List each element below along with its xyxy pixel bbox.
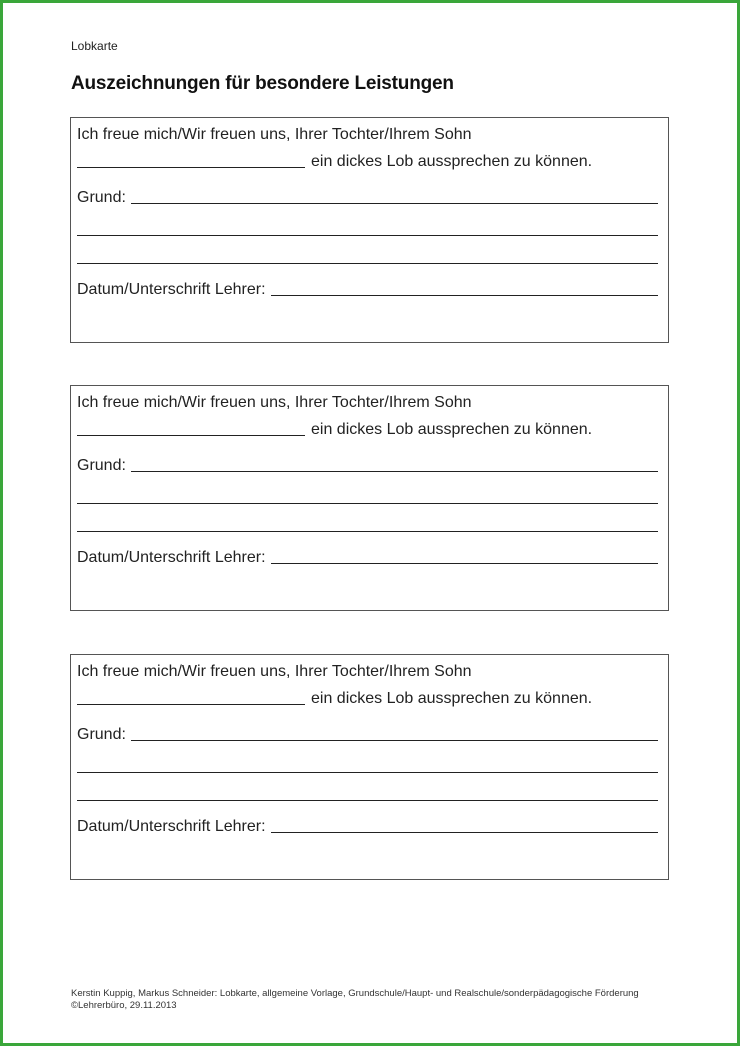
document-label: Lobkarte: [71, 39, 118, 53]
student-name-blank[interactable]: [77, 703, 305, 705]
signature-blank[interactable]: [271, 562, 658, 564]
card-name-line: [77, 152, 658, 172]
reason-blank[interactable]: [131, 739, 658, 741]
reason-blank[interactable]: [131, 470, 658, 472]
intro-text: Ich freue mich/Wir freuen uns, Ihrer Tochter/Ihrem Sohn: [77, 394, 472, 411]
signature-blank[interactable]: [271, 294, 658, 296]
reason-blank-line-3[interactable]: [77, 799, 658, 801]
card-intro-line: [77, 662, 658, 682]
reason-label: Grund:: [77, 457, 126, 474]
signature-row: [77, 817, 658, 837]
reason-row: [77, 188, 658, 208]
intro-text: Ich freue mich/Wir freuen uns, Ihrer Tochter/Ihrem Sohn: [77, 126, 472, 143]
praise-card-2: [70, 385, 669, 611]
intro-text: Ich freue mich/Wir freuen uns, Ihrer Tochter/Ihrem Sohn: [77, 663, 472, 680]
reason-label: Grund:: [77, 189, 126, 206]
signature-label: Datum/Unterschrift Lehrer:: [77, 549, 266, 566]
signature-label: Datum/Unterschrift Lehrer:: [77, 281, 266, 298]
reason-blank-line-2[interactable]: [77, 771, 658, 773]
praise-text: ein dickes Lob aussprechen zu können.: [311, 690, 593, 707]
student-name-blank[interactable]: [77, 434, 305, 436]
footer-authors: Kerstin Kuppig, Markus Schneider: Lobkarte, allgemeine Vorlage, Grundschule/Haupt- und Realschule/sonderpädagogische Förderung: [71, 988, 639, 999]
praise-card-3: [70, 654, 669, 880]
reason-blank-line-2[interactable]: [77, 502, 658, 504]
signature-row: [77, 548, 658, 568]
signature-label: Datum/Unterschrift Lehrer:: [77, 818, 266, 835]
footer-copyright: ©Lehrerbüro, 29.11.2013: [71, 1000, 177, 1011]
reason-blank-line-3[interactable]: [77, 530, 658, 532]
reason-blank-line-3[interactable]: [77, 262, 658, 264]
signature-row: [77, 280, 658, 300]
page-title: Auszeichnungen für besondere Leistungen: [71, 73, 454, 94]
praise-card-1: [70, 117, 669, 343]
student-name-blank[interactable]: [77, 166, 305, 168]
footer-credits: [71, 988, 639, 1012]
card-name-line: [77, 420, 658, 440]
card-name-line: [77, 689, 658, 709]
card-intro-line: [77, 393, 658, 413]
signature-blank[interactable]: [271, 831, 658, 833]
reason-row: [77, 725, 658, 745]
card-intro-line: [77, 125, 658, 145]
reason-blank-line-2[interactable]: [77, 234, 658, 236]
reason-row: [77, 456, 658, 476]
reason-label: Grund:: [77, 726, 126, 743]
praise-text: ein dickes Lob aussprechen zu können.: [311, 421, 593, 438]
reason-blank[interactable]: [131, 202, 658, 204]
praise-text: ein dickes Lob aussprechen zu können.: [311, 153, 593, 170]
